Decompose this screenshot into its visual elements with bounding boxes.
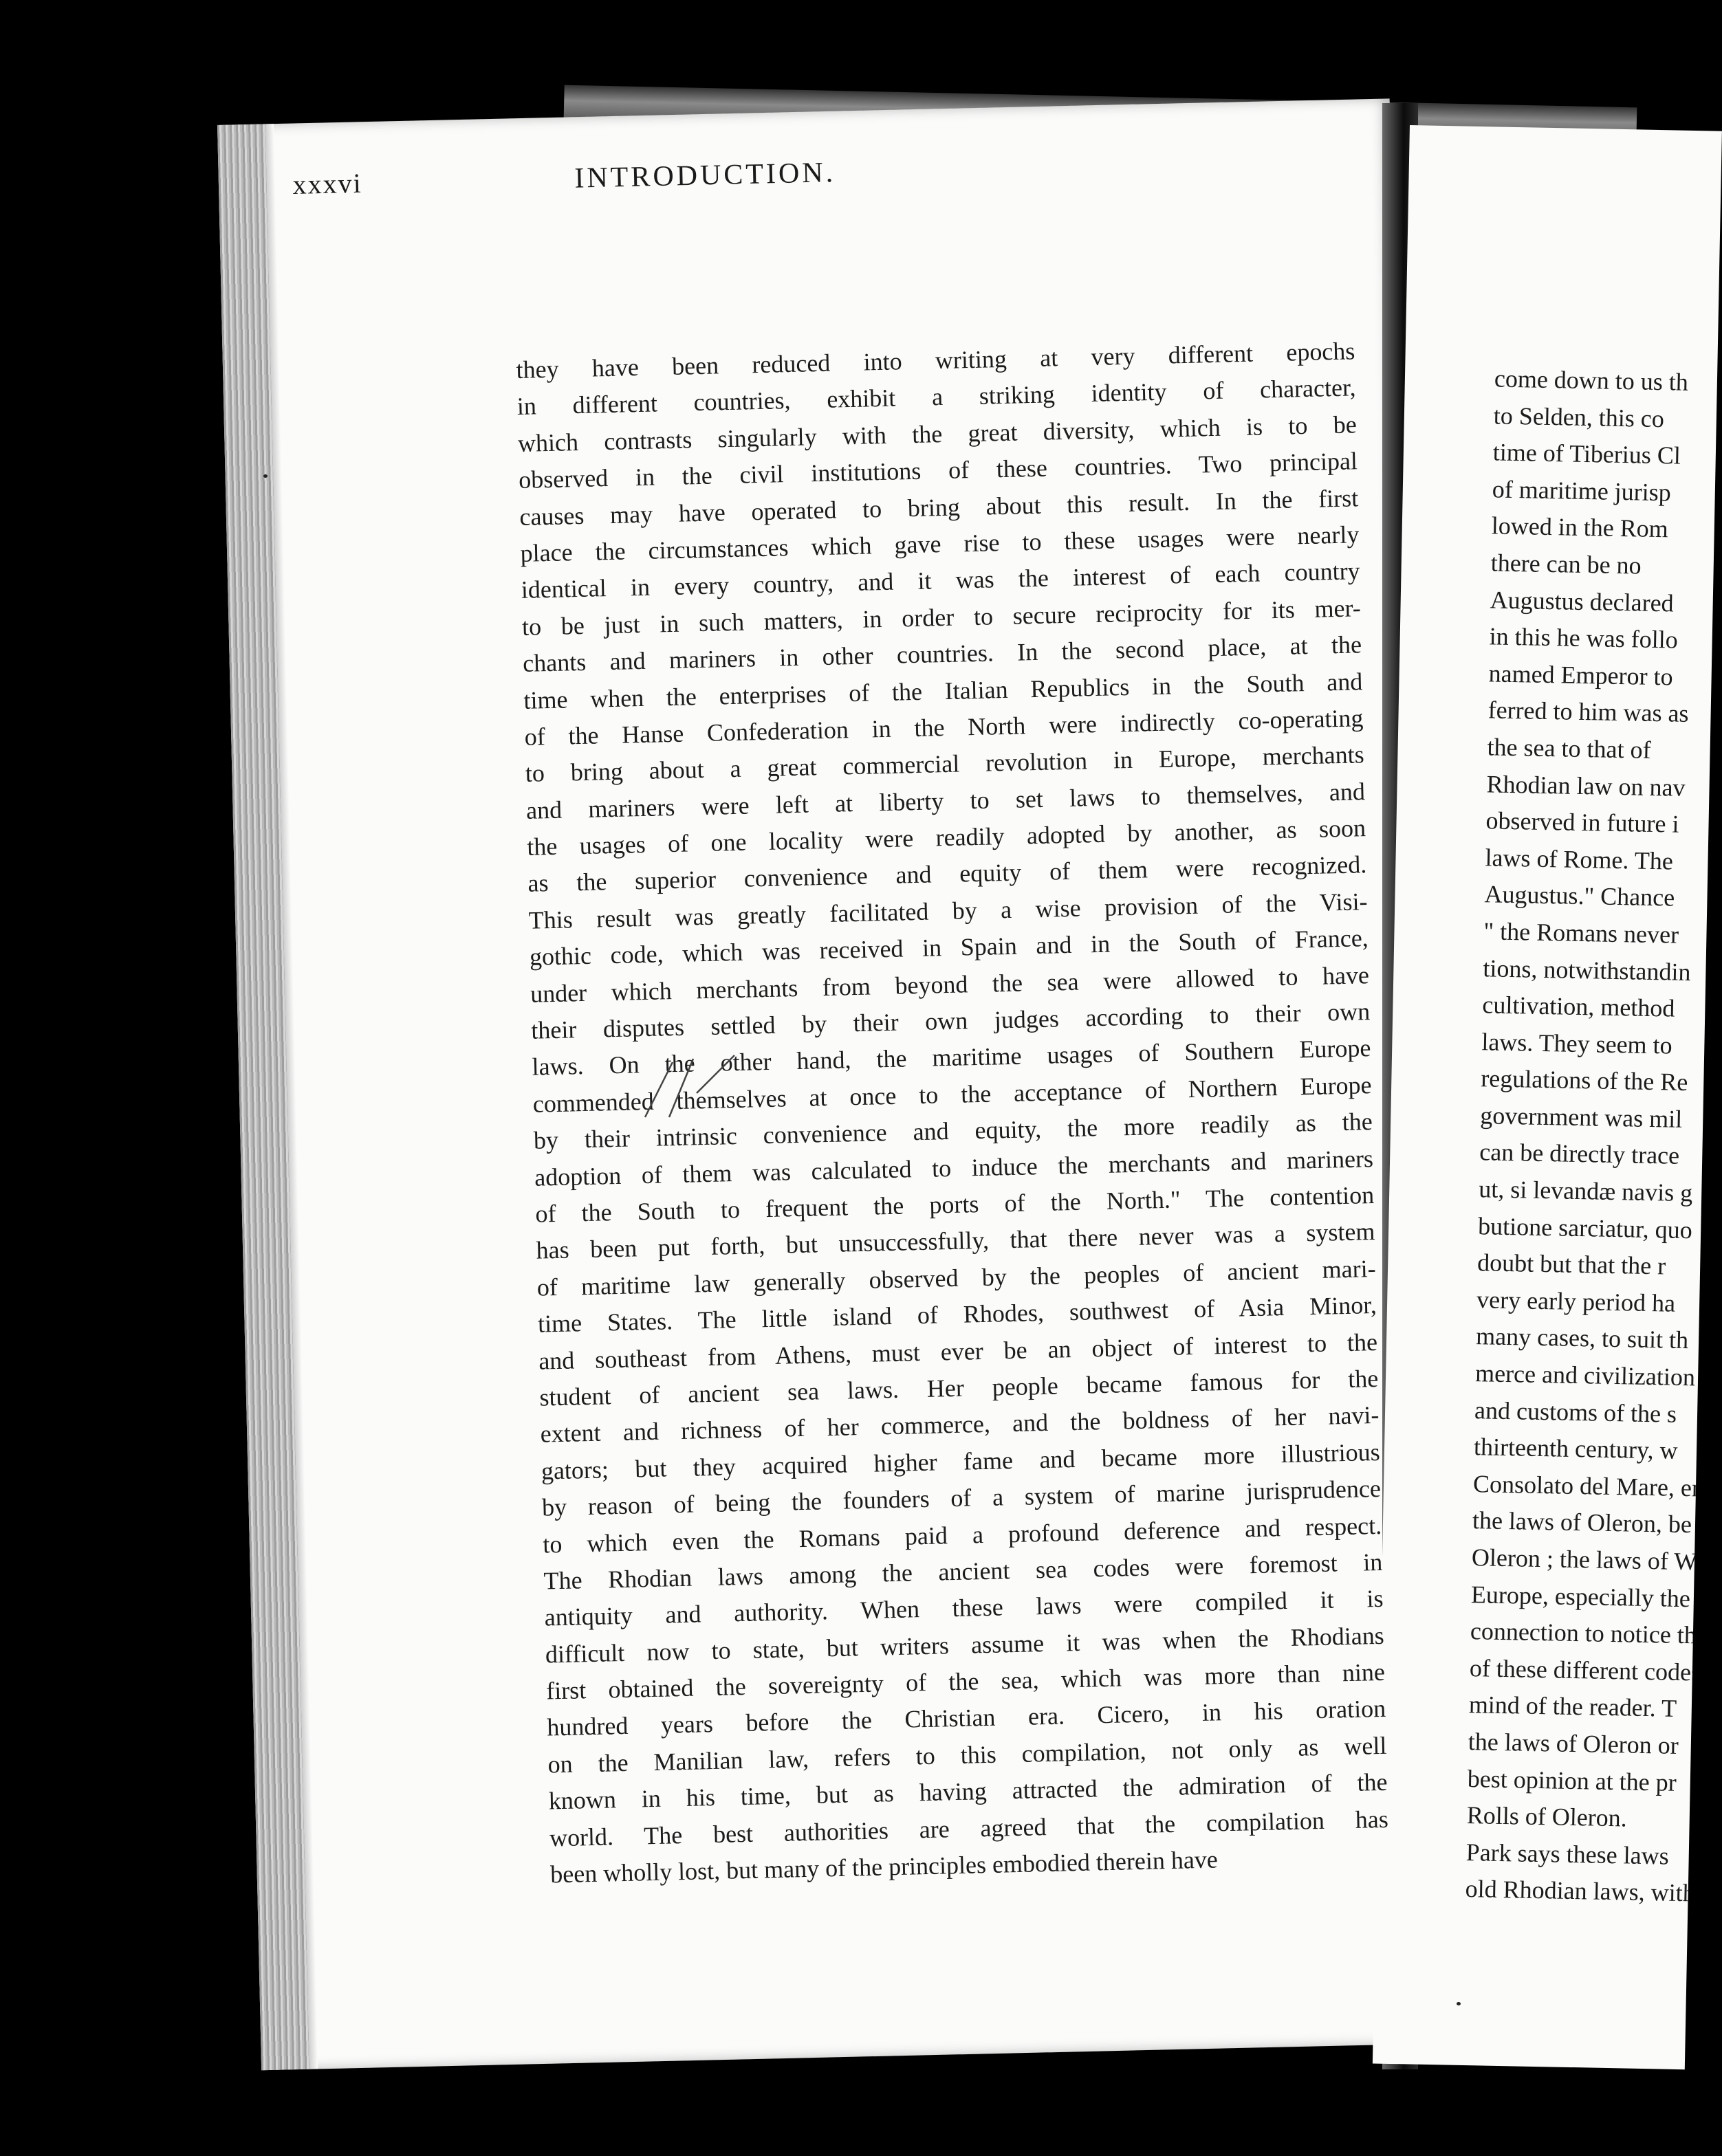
text-line: the laws of Oleron or — [1468, 1728, 1679, 1759]
text-line: time States. The little island of Rhodes, southwest of Asia Minor, — [537, 1291, 1377, 1338]
text-line: time when the enterprises of the Italian Republics in the South and — [523, 667, 1363, 714]
text-line: named Emperor to — [1488, 659, 1673, 691]
text-line: identical in every country, and it was the interest of each country — [521, 557, 1360, 604]
text-line: of maritime law generally observed by the peoples of ancient mari- — [536, 1254, 1377, 1301]
text-line: Augustus declared — [1490, 585, 1675, 617]
page-number: xxxvi — [292, 167, 363, 200]
text-line: Park says these laws — [1465, 1838, 1670, 1870]
text-line: of the Hanse Confederation in the North were indirectly co-operating — [524, 704, 1364, 751]
text-line: can be directly trace — [1479, 1138, 1680, 1170]
text-line: and southeast from Athens, must ever be an object of interest to the — [538, 1328, 1378, 1375]
text-line: Oleron ; the laws of W — [1471, 1543, 1698, 1576]
text-line: to which even the Romans paid a profound deference and respect. — [542, 1511, 1382, 1559]
text-line: by reason of being the founders of a system of marine jurisprudence — [541, 1475, 1382, 1521]
text-line: been wholly lost, but many of the principles embodied therein have — [549, 1845, 1219, 1889]
text-line: gators; but they acquired higher fame and became more illustrious — [541, 1438, 1381, 1485]
text-line: their disputes settled by their own judges according to their own — [530, 998, 1371, 1044]
running-title: INTRODUCTION. — [574, 157, 836, 195]
text-line: and mariners were left at liberty to set laws to themselves, and — [525, 777, 1366, 824]
text-line: adoption of them was calculated to induce the merchants and mariners — [534, 1144, 1374, 1191]
text-line: chants and mariners in other countries. In the second place, at the — [522, 630, 1362, 678]
text-line: lowed in the Rom — [1491, 512, 1669, 543]
text-line: has been put forth, but unsuccessfully, that there never was a system — [536, 1218, 1375, 1265]
text-line: as the superior convenience and equity of them were recognized. — [527, 850, 1367, 898]
ink-speck — [263, 474, 268, 478]
text-line: extent and richness of her commerce, and the boldness of her navi- — [540, 1401, 1380, 1448]
text-line: to bring about a great commercial revolution in Europe, merchants — [525, 740, 1365, 788]
text-line: of these different codes, — [1469, 1653, 1708, 1686]
text-line: of the South to frequent the ports of the North." The contention — [534, 1180, 1375, 1228]
text-line: which contrasts singularly with the great diversity, which is to be — [517, 410, 1358, 457]
ink-speck — [1457, 2002, 1461, 2005]
text-line: laws. On the other hand, the maritime usages of Southern Europe — [532, 1034, 1371, 1081]
text-line: student of ancient sea laws. Her people became famous for the — [539, 1364, 1379, 1411]
text-line: by their intrinsic convenience and equity, the more readily as the — [533, 1108, 1373, 1154]
text-line: hundred years before the Christian era. Cicero, in his oration — [546, 1695, 1386, 1741]
text-line: ferred to him was as — [1487, 696, 1689, 728]
text-line: antiquity and authority. When these laws were compiled it is — [544, 1585, 1384, 1631]
text-line: Augustus." Chance — [1484, 880, 1675, 912]
text-line: to Selden, this co — [1493, 402, 1665, 432]
page-stack-edge — [217, 124, 309, 2070]
text-line: Europe, especially the — [1470, 1580, 1691, 1612]
text-line: butione sarciatur, quo — [1477, 1211, 1693, 1244]
text-line: Consolato del Mare, en — [1472, 1469, 1705, 1502]
text-line: the sea to that of — [1487, 733, 1651, 764]
text-line: thirteenth century, w — [1473, 1433, 1679, 1465]
text-line: cultivation, method — [1482, 991, 1675, 1022]
text-line: under which merchants from beyond the sea were allowed to have — [530, 960, 1370, 1008]
text-line: world. The best authorities are agreed that the compilation has — [549, 1805, 1389, 1852]
text-line: observed in the civil institutions of these countries. Two principal — [518, 447, 1358, 494]
left-page-text — [516, 333, 1390, 1893]
text-line: in different countries, exhibit a striking identity of character, — [516, 373, 1356, 421]
text-line: commended themselves at once to the acceptance of Northern Europe — [532, 1070, 1372, 1118]
text-line: causes may have operated to bring about this result. In the first — [519, 483, 1359, 531]
text-line: doubt but that the r — [1476, 1248, 1666, 1280]
text-line: place the circumstances which gave rise to these usages were nearly — [520, 520, 1360, 567]
text-line: ut, si levandæ navis g — [1478, 1175, 1693, 1207]
text-line: gothic code, which was received in Spain and in the South of France, — [529, 924, 1369, 971]
text-line: in this he was follo — [1489, 622, 1679, 654]
text-line: to be just in such matters, in order to secure reciprocity for its mer- — [521, 593, 1362, 641]
text-line: come down to us th — [1494, 364, 1689, 396]
text-line: they have been reduced into writing at very different epochs — [516, 337, 1355, 384]
text-line: and customs of the s — [1474, 1396, 1677, 1428]
right-page-text — [1465, 360, 1722, 1913]
text-line: there can be no — [1490, 549, 1642, 580]
text-line: merce and civilization — [1474, 1359, 1696, 1392]
text-line: known in his time, but as having attracted the admiration of the — [548, 1768, 1388, 1815]
text-line: The Rhodian laws among the ancient sea codes were foremost in — [543, 1548, 1383, 1595]
text-line: of maritime jurisp — [1492, 475, 1672, 507]
text-line: Rhodian law on nav — [1486, 769, 1686, 802]
text-line: the laws of Oleron, be — [1472, 1506, 1692, 1539]
text-line: mind of the reader. T — [1468, 1691, 1677, 1723]
text-line: first obtained the sovereignty of the sea, which was more than nine — [545, 1658, 1386, 1705]
text-line: tions, notwithstandin — [1483, 954, 1691, 986]
right-page — [1373, 125, 1722, 2069]
text-line: connection to notice the — [1470, 1617, 1708, 1649]
text-line: regulations of the Re — [1481, 1064, 1688, 1097]
text-line: time of Tiberius Cl — [1492, 438, 1681, 470]
text-line: observed in future i — [1485, 806, 1679, 838]
text-line: very early period ha — [1476, 1286, 1676, 1317]
text-line: This result was greatly facilitated by a wise provision of the Visi- — [528, 887, 1368, 934]
text-line: laws of Rome. The — [1485, 844, 1674, 875]
text-line: the usages of one locality were readily adopted by another, as soon — [526, 814, 1366, 861]
text-line: difficult now to state, but writers assume it was when the Rhodians — [545, 1621, 1385, 1669]
text-line: many cases, to suit th — [1475, 1322, 1689, 1354]
text-line: " the Romans never — [1483, 917, 1679, 949]
text-line: old Rhodian laws, with s — [1465, 1875, 1712, 1908]
text-line: on the Manilian law, refers to this compilation, not only as well — [547, 1731, 1387, 1779]
text-line: laws. They seem to — [1481, 1027, 1673, 1059]
text-line: Rolls of Oleron. — [1466, 1801, 1628, 1832]
text-line: best opinion at the pr — [1467, 1764, 1677, 1796]
text-line: government was mil — [1479, 1101, 1683, 1133]
